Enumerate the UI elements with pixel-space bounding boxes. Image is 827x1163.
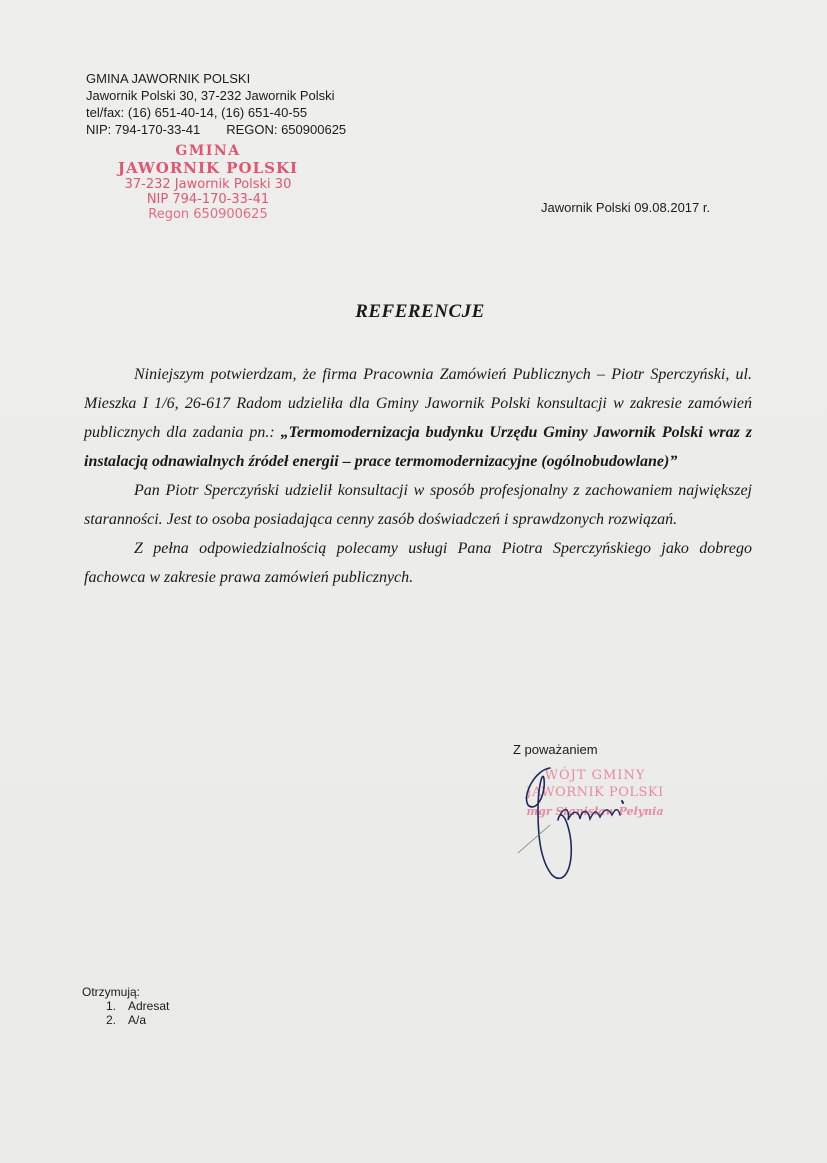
- closing-salutation: Z poważaniem: [513, 742, 598, 757]
- letter-date: Jawornik Polski 09.08.2017 r.: [541, 200, 711, 215]
- recipients-items: [82, 999, 169, 1027]
- letter-body: [84, 360, 752, 592]
- recipient-text: Adresat: [128, 999, 170, 1013]
- paragraph-1-text: Niniejszym potwierdzam, że firma Pracownia Zamówień Publicznych – Piotr Sperczyński, ul. Mieszka I 1/6, 26-617 Radom udzieliła dla Gminy Jawornik Polski konsultacji w zakresie zamówień publicznych dla zadania pn.:: [84, 366, 752, 441]
- recipient-number: 1.: [106, 999, 117, 1013]
- recipient-text: A/a: [128, 1013, 147, 1027]
- recipient-number: 2.: [106, 1013, 117, 1027]
- letterhead-address: Jawornik Polski 30, 37-232 Jawornik Polski: [86, 88, 335, 103]
- recipient-item: [82, 1013, 169, 1027]
- paragraph-1: [84, 360, 752, 476]
- office-stamp: [108, 143, 308, 222]
- letterhead-ids: [86, 121, 346, 138]
- stamp-line-3: 37-232 Jawornik Polski 30: [124, 177, 292, 192]
- handwritten-signature: [510, 765, 660, 885]
- recipients-label: Otrzymują:: [82, 985, 141, 999]
- recipients-list: [82, 985, 169, 1027]
- letterhead-name: GMINA JAWORNIK POLSKI: [86, 71, 251, 86]
- stamp-line-4: NIP 794-170-33-41: [146, 192, 270, 207]
- sig-stamp-line-2: JAWORNIK POLSKI: [526, 785, 664, 800]
- document-title: REFERENCJE: [355, 301, 485, 322]
- letterhead: [86, 70, 346, 138]
- project-name: „Termomodernizacja budynku Urzędu Gminy Jawornik Polski wraz z instalacją odnawialnych źródeł energii – prace termomodernizacyjne (ogólnobudowlane)”: [84, 424, 753, 470]
- stamp-line-2: JAWORNIK POLSKI: [117, 159, 299, 177]
- sig-stamp-line-1: WÓJT GMINY: [544, 768, 646, 783]
- paragraph-2: Pan Piotr Sperczyński udzielił konsultacji w sposób profesjonalny z zachowaniem największej staranności. Jest to osoba posiadająca cenny zasób doświadczeń i sprawdzonych rozwiązań.: [84, 482, 752, 528]
- letterhead-nip: NIP: 794-170-33-41: [86, 122, 201, 137]
- recipient-item: [82, 999, 169, 1013]
- letterhead-regon: REGON: 650900625: [226, 122, 347, 137]
- letterhead-phone: tel/fax: (16) 651-40-14, (16) 651-40-55: [86, 105, 308, 120]
- paragraph-3: Z pełna odpowiedzialnością polecamy usługi Pana Piotra Sperczyńskiego jako dobrego fachowca w zakresie prawa zamówień publicznych.: [84, 540, 752, 586]
- sig-stamp-line-3: mgr Stanisław Pelynia: [526, 805, 664, 818]
- stamp-line-5: Regon 650900625: [148, 207, 268, 222]
- stamp-line-1: GMINA: [175, 143, 241, 159]
